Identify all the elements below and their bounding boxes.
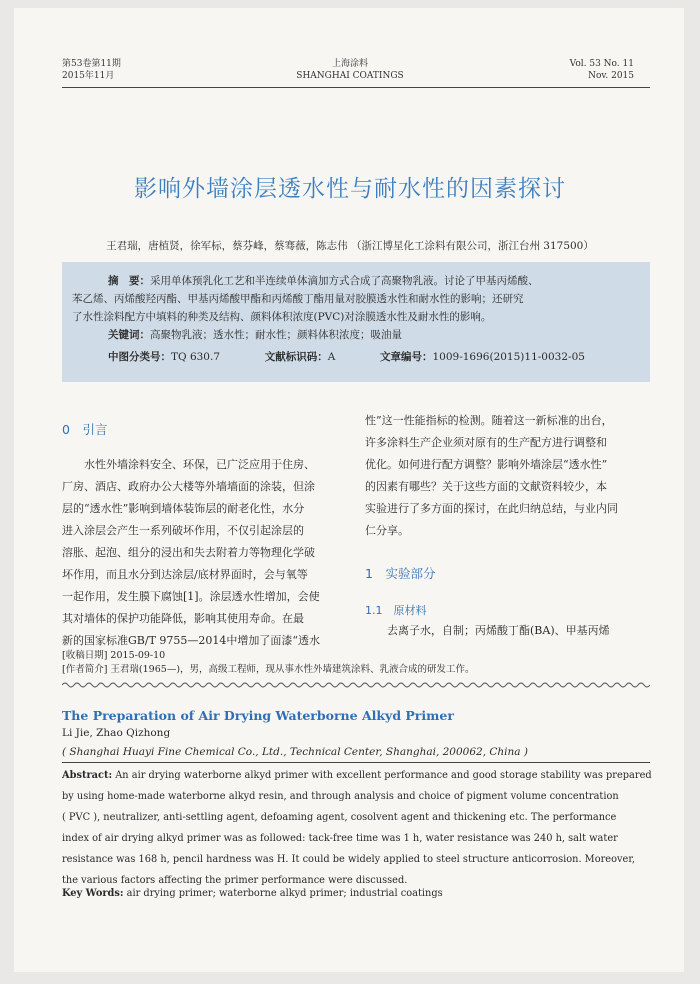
journal-issue: 第53卷第11期 2015年11月	[62, 59, 121, 81]
section-1-1-heading: 1.1 原材料	[365, 604, 427, 617]
english-keywords: Key Words: air drying primer; waterborne alkyd primer; industrial coatings	[62, 888, 443, 899]
abstract-line-1: 摘 要：采用单体预乳化工艺和半连续单体滴加方式合成了高聚物乳液。讨论了甲基丙烯酸、	[108, 275, 539, 287]
english-abstract: Abstract: An air drying waterborne alkyd primer with excellent performance and good storage stability was prepared by using home-made waterborne alkyd resin, and through analysis and choice of pigment volume concentration ( PVC ), neutralizer, anti-settling agent, defoaming agent, cosolvent agent and thickening etc. The performance index of air drying alkyd primer was as followed: tack-free time was 1 h, water resistance was 240 h, salt water resistance was 168 h, pencil hardness was H. It could be widely applied to steel structure anticorrosion. Moreover, the various factors affecting the primer performance were discussed.	[62, 770, 652, 886]
abstract-classification: 中图分类号：TQ 630.7 文献标识码：A 文章编号：1009-1696(2015)11-0032-05	[108, 351, 585, 363]
english-authors: Li Jie, Zhao Qizhong	[62, 727, 171, 739]
article-footnotes: [收稿日期] 2015-09-10 [作者简介] 王君瑞(1965—)，男，高级工程师，现从事水性外墙建筑涂料、乳液合成的研发工作。	[62, 650, 475, 675]
english-title: The Preparation of Air Drying Waterborne Alkyd Primer	[62, 708, 454, 723]
english-affiliation: ( Shanghai Huayi Fine Chemical Co., Ltd., Technical Center, Shanghai, 200062, China )	[62, 746, 528, 758]
wave-divider	[62, 680, 650, 690]
abstract-line-3: 了水性涂料配方中填料的种类及结构、颜料体积浓度(PVC)对涂膜透水性及耐水性的影响。	[72, 311, 492, 323]
article-title: 影响外墙涂层透水性与耐水性的因素探讨	[134, 176, 566, 202]
section-0-heading: 0 引言	[62, 422, 108, 437]
abstract-keywords: 关键词：高聚物乳液；透水性；耐水性；颜料体积浓度；吸油量	[108, 329, 402, 341]
abstract-box	[62, 262, 650, 382]
header-rule	[62, 87, 650, 88]
journal-name: 上海涂料 SHANGHAI COATINGS	[296, 59, 404, 81]
section-0-body: 水性外墙涂料安全、环保，已广泛应用于住房、 厂房、酒店、政府办公大楼等外墙墙面的涂装，但涂 层的“透水性”影响到墙体装饰层的耐老化性，水分 进入涂层会产生一系列破坏作用，不仅引起涂层的 溶胀、起泡、组分的浸出和失去附着力等物理化学破 坏作用，而且水分到达涂层/底材界面时，会与氧等 一起作用，发生膜下腐蚀[1]。涂层透水性增加，会使 其对墙体的保护功能降低，影响其使用寿命。在最 新的国家标准GB/T 9755—2014中增加了面漆“透水	[62, 458, 321, 647]
section-1-heading: 1 实验部分	[365, 566, 436, 581]
article-authors: 王君瑞，唐植贤，徐军标，蔡芬峰，蔡骞薇，陈志伟 （浙江博星化工涂料有限公司，浙江台州 317500）	[106, 240, 594, 252]
section-1-1-body: 去离子水，自制；丙烯酸丁酯(BA)、甲基丙烯	[387, 624, 610, 637]
journal-volume: Vol. 53 No. 11 Nov. 2015	[569, 59, 634, 81]
english-rule	[62, 762, 650, 763]
abstract-line-2: 苯乙烯、丙烯酸羟丙酯、甲基丙烯酸甲酯和丙烯酸丁酯用量对胶膜透水性和耐水性的影响；还研究	[72, 293, 524, 305]
right-column-body: 性”这一性能指标的检测。随着这一新标准的出台， 许多涂料生产企业须对原有的生产配方进行调整和 优化。如何进行配方调整？影响外墙涂层“透水性” 的因素有哪些？关于这些方面的文献资料较少，本 实验进行了多方面的探讨，在此归纳总结，与业内同 仁分享。	[365, 414, 618, 537]
